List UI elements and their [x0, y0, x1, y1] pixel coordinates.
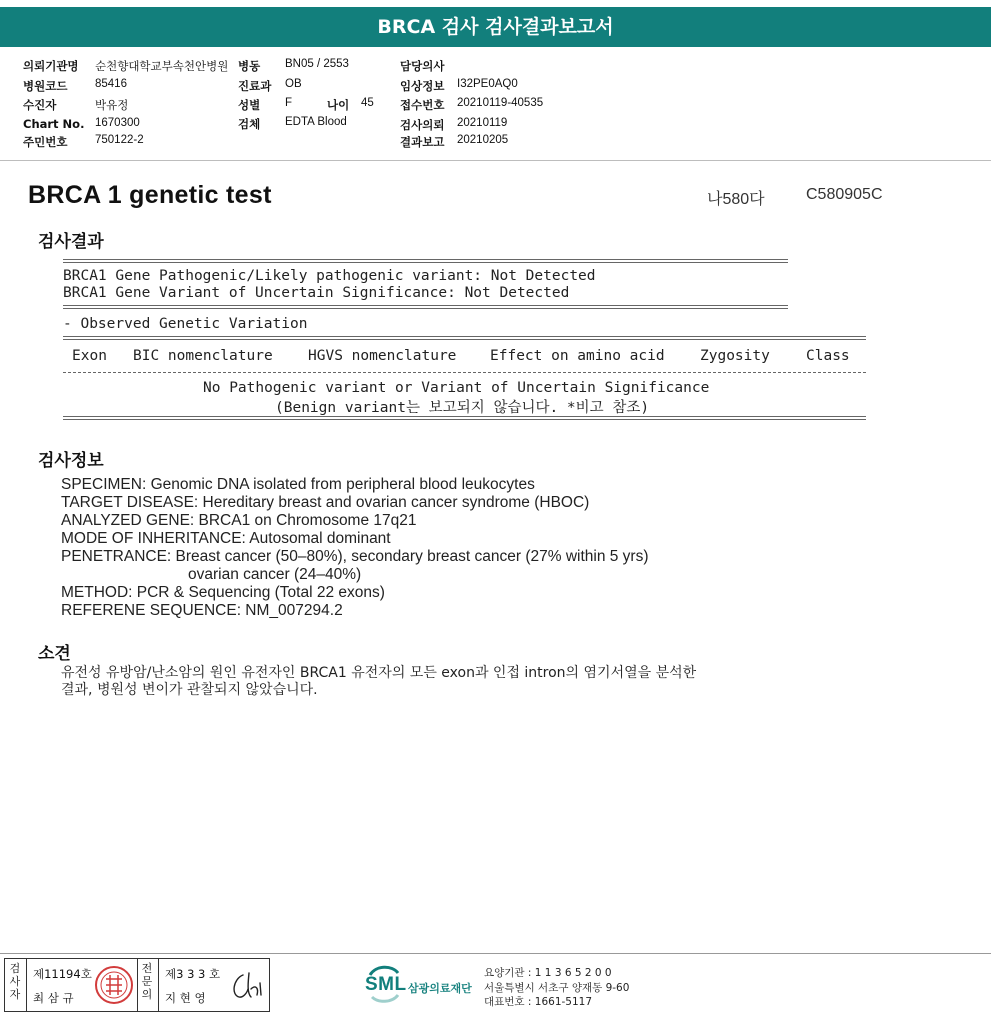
specimen-label: 검체	[238, 117, 261, 131]
specialist-label	[139, 962, 155, 1001]
method-info: METHOD: PCR & Sequencing (Total 22 exons)	[61, 584, 385, 601]
signature-col-divider-3	[158, 959, 159, 1011]
examiner-seal-icon	[94, 965, 134, 1005]
resident-no-label: 주민번호	[23, 135, 68, 149]
opinion-heading: 소견	[38, 644, 71, 664]
ward-label: 병동	[238, 59, 261, 73]
col-bic: BIC nomenclature	[133, 348, 273, 364]
patient-value: 박유정	[95, 100, 129, 112]
test-code: C580905C	[806, 186, 883, 203]
col-zygosity: Zygosity	[700, 348, 770, 364]
target-disease-info: TARGET DISEASE: Hereditary breast and ovarian cancer syndrome (HBOC)	[61, 494, 590, 511]
age-label: 나이	[327, 98, 350, 112]
chart-no-label: Chart No.	[23, 117, 85, 131]
receipt-label: 접수번호	[400, 98, 445, 112]
lab-address: 서울특별시 서초구 양재동 9-60	[484, 982, 630, 994]
sex-label: 성별	[238, 98, 261, 112]
observed-variation-label: - Observed Genetic Variation	[63, 316, 308, 332]
resident-no-value: 750122-2	[95, 134, 144, 146]
chart-no-value: 1670300	[95, 117, 140, 129]
nursing-code: 요양기관 : 1 1 3 6 5 2 0 0	[484, 967, 612, 979]
vus-result: BRCA1 Gene Variant of Uncertain Significance: Not Detected	[63, 285, 570, 301]
examiner-no: 제11194호	[33, 967, 92, 981]
clinical-value: I32PE0AQ0	[457, 78, 518, 90]
penetrance-info-cont: ovarian cancer (24–40%)	[188, 566, 362, 583]
institution-value: 순천향대학교부속천안병원	[95, 61, 229, 73]
lab-phone: 대표번호 : 1661-5117	[484, 996, 593, 1008]
opinion-line-1: 유전성 유방암/난소암의 원인 유전자인 BRCA1 유전자의 모든 exon과 인접 intron의 염기서열을 분석한	[61, 665, 697, 681]
patient-label: 수진자	[23, 98, 57, 112]
variation-table-header-rule	[63, 372, 866, 373]
results-mid-rule	[63, 305, 788, 309]
opinion-line-2: 결과, 병원성 변이가 관찰되지 않았습니다.	[61, 682, 318, 698]
request-date-label: 검사의뢰	[400, 118, 445, 132]
report-title: BRCA 검사 검사결과보고서	[0, 7, 991, 47]
ward-value: BN05 / 2553	[285, 58, 349, 70]
doctor-label: 담당의사	[400, 59, 445, 73]
test-info-heading: 검사정보	[38, 451, 104, 471]
specialist-name: 지 현 영	[165, 991, 206, 1005]
inheritance-info: MODE OF INHERITANCE: Autosomal dominant	[61, 530, 391, 547]
receipt-value: 20210119-40535	[457, 97, 544, 109]
footer-divider	[0, 953, 991, 954]
request-date-value: 20210119	[457, 117, 508, 129]
hospital-code-value: 85416	[95, 78, 127, 90]
variation-table-bottom-rule	[63, 416, 866, 420]
institution-label: 의뢰기관명	[23, 59, 79, 73]
foundation-name: 삼광의료재단	[408, 982, 472, 995]
report-date-value: 20210205	[457, 134, 509, 146]
clinical-label: 임상정보	[400, 79, 445, 93]
age-value: 45	[361, 97, 374, 109]
examiner-label-text: 검사자	[9, 962, 21, 1001]
specialist-label-text: 전문의	[141, 962, 153, 1001]
no-variant-message: No Pathogenic variant or Variant of Uncertain Significance	[203, 380, 710, 396]
benign-note: (Benign variant는 보고되지 않습니다. *비고 참조)	[275, 400, 650, 416]
signature-col-divider-2	[137, 959, 138, 1011]
col-effect: Effect on amino acid	[490, 348, 665, 364]
specialist-no: 제3 3 3 호	[165, 967, 221, 981]
sex-value: F	[285, 97, 293, 109]
results-top-rule	[63, 259, 788, 263]
specimen-value: EDTA Blood	[285, 116, 347, 128]
signature-box	[4, 958, 270, 1012]
report-date-label: 결과보고	[400, 135, 445, 149]
signature-col-divider	[26, 959, 27, 1011]
test-code-kr: 나580다	[707, 191, 765, 208]
specimen-info: SPECIMEN: Genomic DNA isolated from peripheral blood leukocytes	[61, 476, 535, 493]
results-heading: 검사결과	[38, 232, 104, 252]
variation-table-top-rule	[63, 336, 866, 340]
reference-sequence-info: REFERENE SEQUENCE: NM_007294.2	[61, 602, 343, 619]
pathogenic-result: BRCA1 Gene Pathogenic/Likely pathogenic variant: Not Detected	[63, 268, 596, 284]
dept-value: OB	[285, 78, 302, 90]
hospital-code-label: 병원코드	[23, 79, 68, 93]
analyzed-gene-info: ANALYZED GENE: BRCA1 on Chromosome 17q21	[61, 512, 417, 529]
col-hgvs: HGVS nomenclature	[308, 348, 457, 364]
dept-label: 진료과	[238, 79, 272, 93]
specialist-signature-icon	[227, 969, 267, 1003]
penetrance-info: PENETRANCE: Breast cancer (50–80%), secondary breast cancer (27% within 5 yrs)	[61, 548, 649, 565]
header-divider	[0, 160, 991, 161]
examiner-label	[7, 962, 23, 1001]
sml-logo-text: SML	[365, 974, 407, 995]
col-class: Class	[806, 348, 850, 364]
col-exon: Exon	[72, 348, 107, 364]
test-title: BRCA 1 genetic test	[28, 181, 272, 209]
examiner-name: 최 삼 규	[33, 991, 74, 1005]
